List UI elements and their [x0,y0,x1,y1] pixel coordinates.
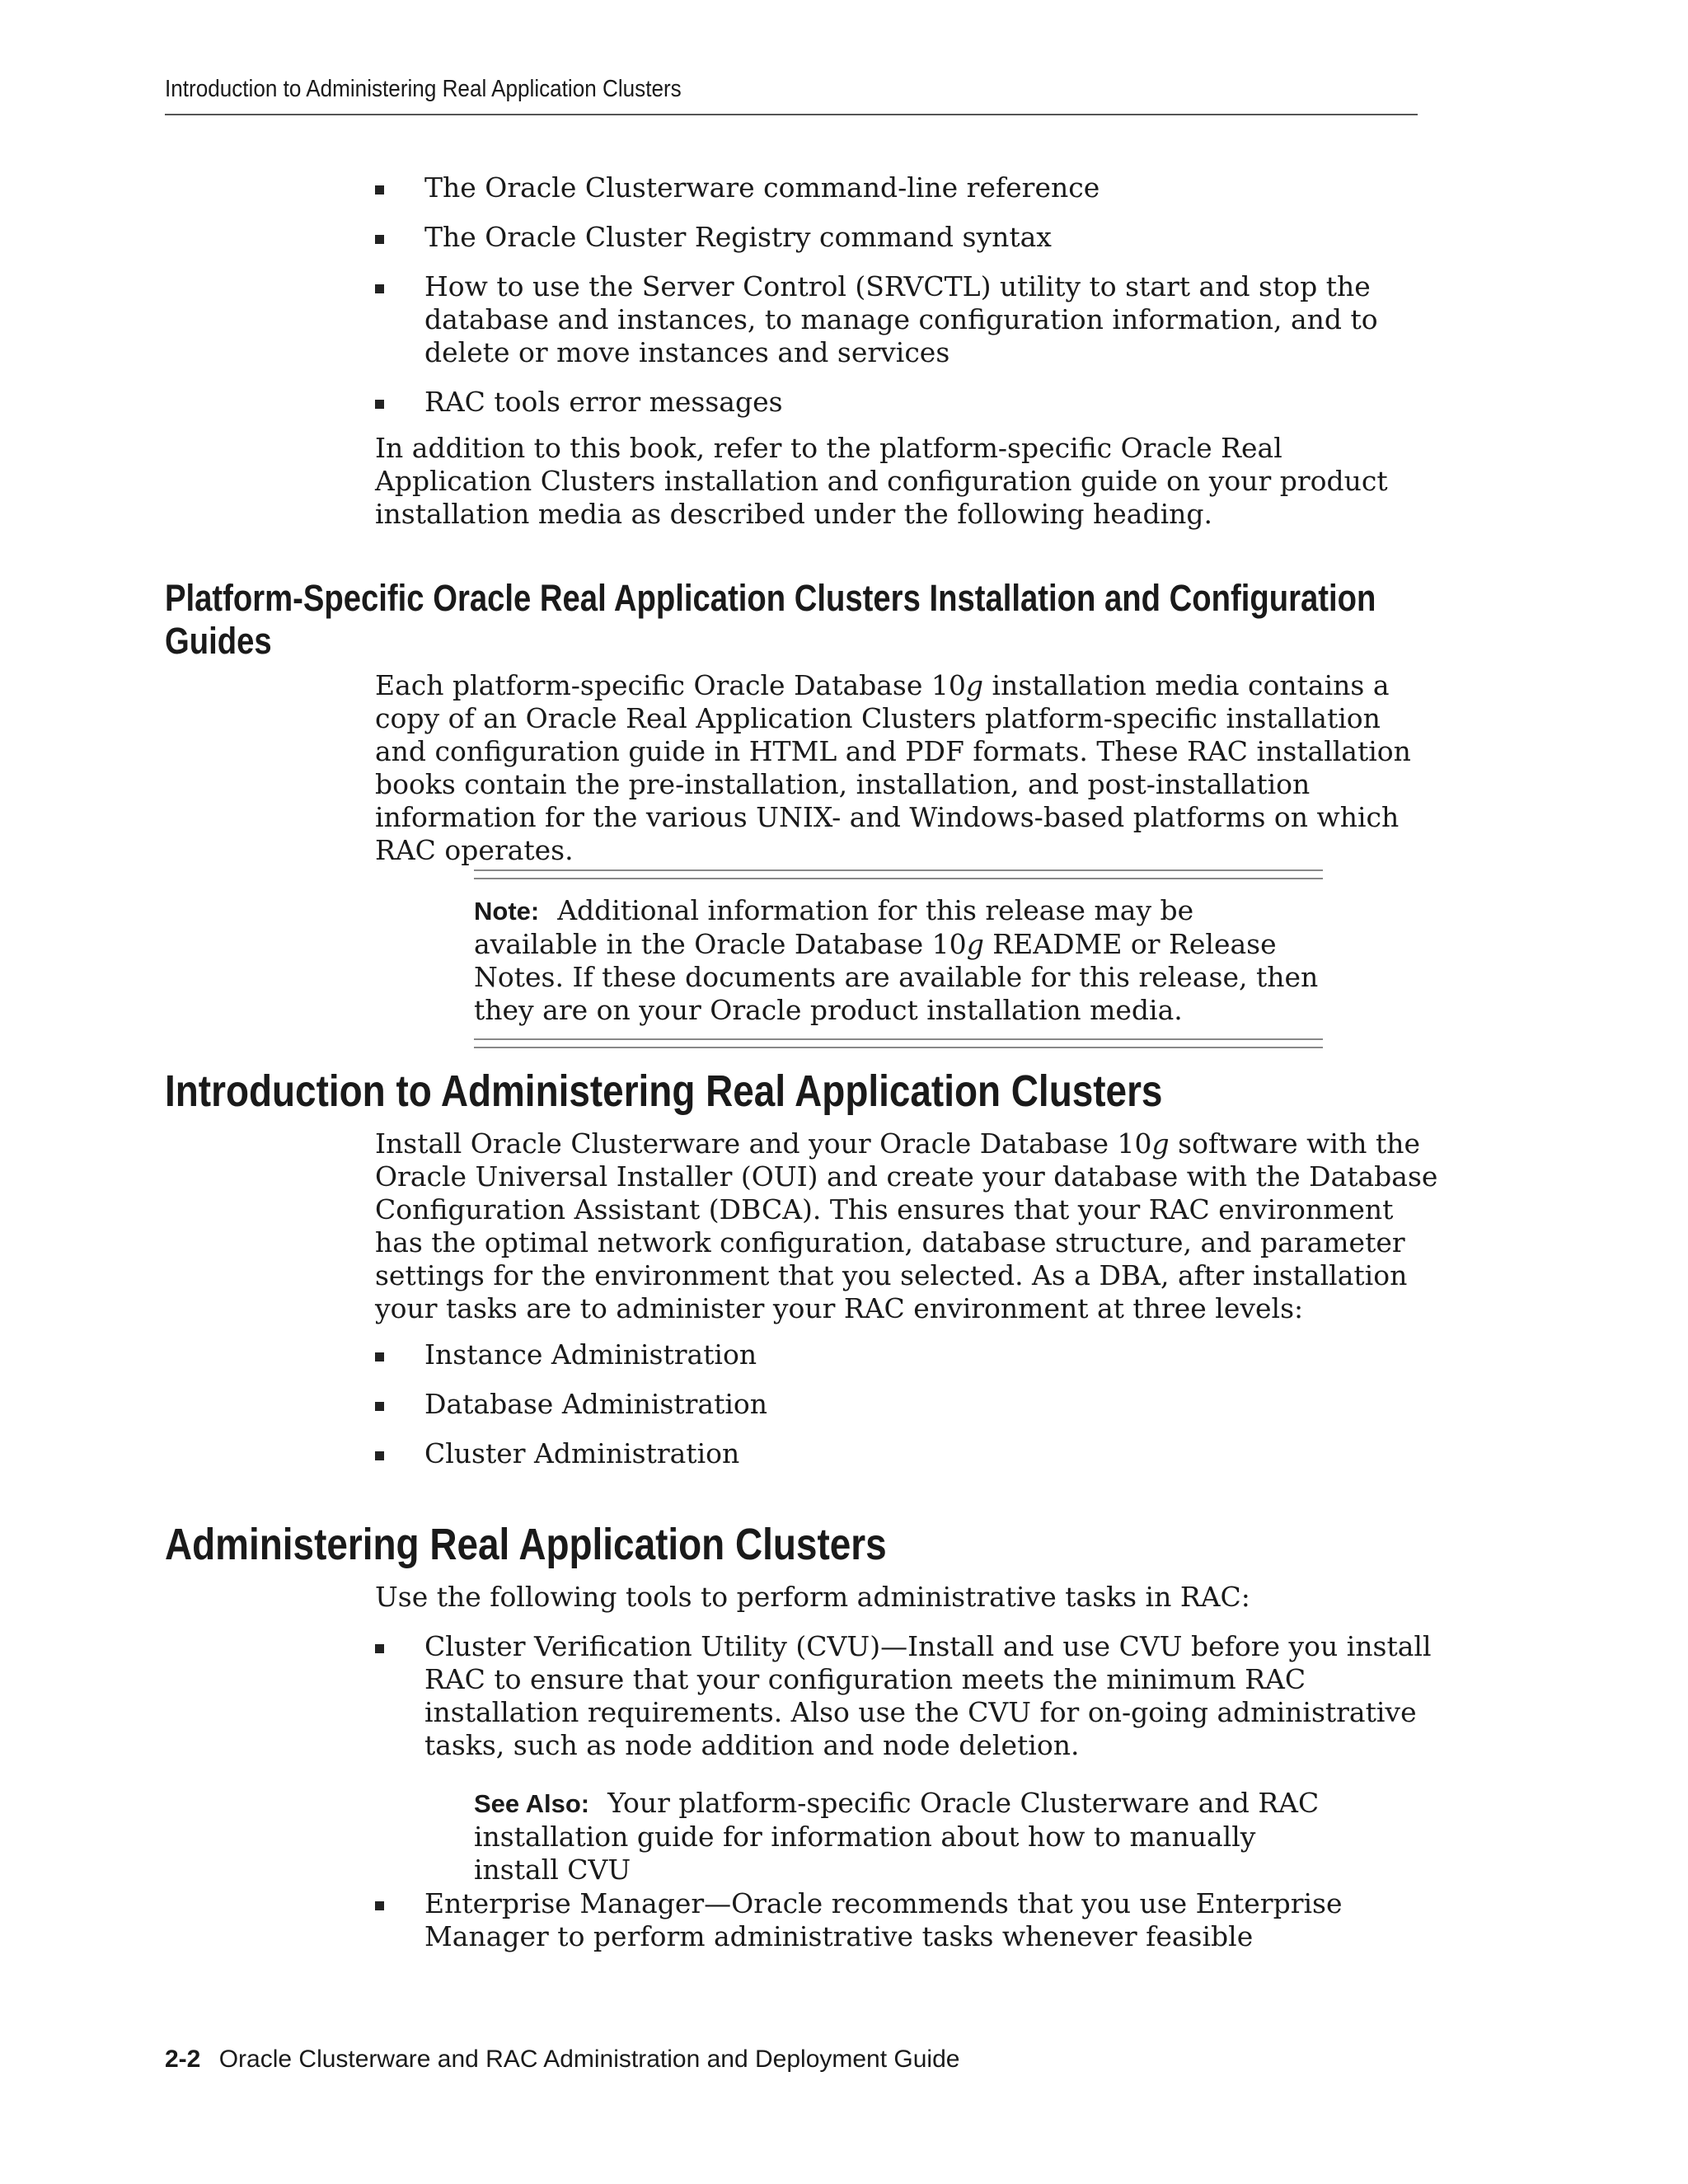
list-item: Enterprise Manager—Oracle recommends that you use Enterprise Manager to perform administrative tasks whenever feasible [375,1887,1438,1953]
admin-section-paragraph: Use the following tools to perform administrative tasks in RAC: [375,1581,1250,1613]
platform-paragraph: Each platform-specific Oracle Database 10g installation media contains a copy of an Oracle Real Application Clusters platform-specific installation and configuration guide in HTML and PDF formats. These RAC installation books contain the pre-installation, installation, and post-installation information for the various UNIX- and Windows-based platforms on which RAC operates. [375,669,1411,866]
list-item: The Oracle Cluster Registry command syntax [375,221,1438,254]
square-bullet-icon [375,235,384,244]
running-header: Introduction to Administering Real Application Clusters [165,76,682,102]
intro-section-paragraph: Install Oracle Clusterware and your Oracle Database 10g software with the Oracle Universal Installer (OUI) and create your database with the Database Configuration Assistant (DBCA). This ensures that your RAC environment has the optimal network configuration, database structure, and parameter settings for the environment that you selected. As a DBA, after installation your tasks are to administer your RAC environment at three levels: [375,1127,1438,1324]
list-item: How to use the Server Control (SRVCTL) utility to start and stop the database and instances, to manage configuration information, and to delete or move instances and services [375,270,1438,369]
square-bullet-icon [375,284,384,293]
list-item: Instance Administration [375,1338,1438,1371]
note-box [474,869,1323,1048]
note-label: Note: [474,897,540,926]
admin-levels-list [375,1338,1438,1487]
list-item: Cluster Verification Utility (CVU)—Install and use CVU before you install RAC to ensure that your configuration meets the minimum RAC installation requirements. Also use the CVU for on-going administrative tasks, such as node addition and node deletion. [375,1630,1438,1762]
page-number: 2-2 [165,2046,201,2073]
top-bullet-list [375,171,1438,435]
square-bullet-icon [375,1352,384,1361]
intro-section-heading: Introduction to Administering Real Application Clusters [165,1066,1163,1116]
see-also-note: See Also: Your platform-specific Oracle Clusterware and RAC installation guide for information about how to manually install CVU [474,1787,1320,1886]
note-top-rule [474,869,1323,879]
intro-paragraph: In addition to this book, refer to the platform-specific Oracle Real Application Clusters installation and configuration guide on your product installation media as described under the following heading. [375,432,1388,530]
platform-guides-heading: Platform-Specific Oracle Real Application Clusters Installation and Configuration Guides [165,577,1376,662]
list-item: Cluster Administration [375,1437,1438,1470]
admin-tools-list-1 [375,1630,1438,1779]
square-bullet-icon [375,1451,384,1460]
page-footer [165,2046,959,2074]
list-item: RAC tools error messages [375,386,1438,419]
list-item: The Oracle Clusterware command-line reference [375,171,1438,204]
header-rule [165,114,1418,115]
note-bottom-rule [474,1038,1323,1048]
square-bullet-icon [375,400,384,409]
admin-tools-list-2 [375,1887,1438,1970]
book-title: Oracle Clusterware and RAC Administration and Deployment Guide [218,2046,960,2073]
square-bullet-icon [375,185,384,194]
note-text: Note: Additional information for this release may be available in the Oracle Database 10g README or Release Notes. If these documents are available for this release, then they are on your Oracle product installation media. [474,894,1319,1026]
square-bullet-icon [375,1901,384,1910]
square-bullet-icon [375,1644,384,1653]
admin-section-heading: Administering Real Application Clusters [165,1520,887,1569]
list-item: Database Administration [375,1388,1438,1421]
see-also-label: See Also: [474,1789,590,1818]
square-bullet-icon [375,1402,384,1411]
